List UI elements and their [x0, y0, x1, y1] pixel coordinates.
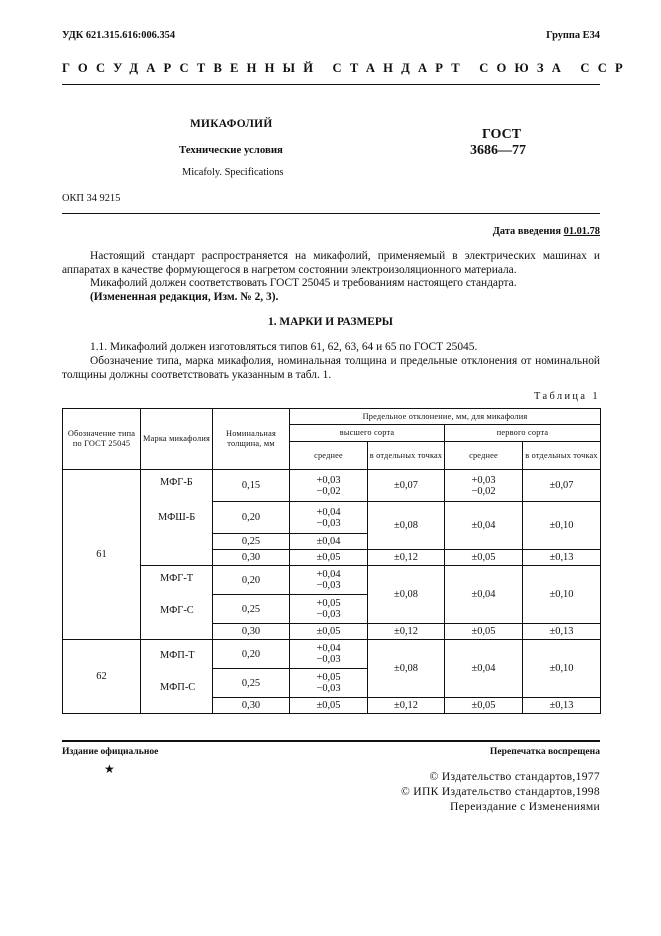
document-subtitle: Технические условия — [179, 144, 283, 156]
title-rule — [62, 213, 600, 214]
first-average-cell: +0,03 −0,02 — [445, 470, 523, 502]
official-edition: Издание официальное — [62, 746, 159, 757]
thickness-cell: 0,25 — [213, 595, 290, 624]
thickness-cell: 0,15 — [213, 470, 290, 502]
header-thickness: Номинальная толщина, мм — [213, 409, 290, 470]
top-points-cell: ±0,12 — [368, 624, 445, 640]
thickness-cell: 0,30 — [213, 550, 290, 566]
first-points-cell: ±0,10 — [523, 502, 601, 550]
first-points-cell: ±0,13 — [523, 624, 601, 640]
header-deviation: Предельное отклонение, мм, для микафолия — [290, 409, 601, 425]
thickness-cell: 0,20 — [213, 566, 290, 595]
gost-number: 3686—77 — [470, 143, 526, 158]
copyright-1977: © Издательство стандартов,1977 — [429, 770, 600, 783]
header-top-grade: высшего сорта — [290, 425, 445, 442]
top-average-cell: +0,05 −0,03 — [290, 669, 368, 698]
table-1 — [62, 408, 601, 714]
top-points-cell: ±0,08 — [368, 640, 445, 698]
footer-rule — [62, 740, 600, 742]
reissue-note: Переиздание с Изменениями — [450, 800, 600, 813]
first-points-cell: ±0,10 — [523, 566, 601, 624]
document-title: МИКАФОЛИЙ — [190, 118, 273, 130]
top-average-cell: ±0,04 — [290, 534, 368, 550]
english-title: Micafoly. Specifications — [182, 167, 284, 178]
top-points-cell: ±0,08 — [368, 502, 445, 550]
grade-label: МФГ-Б — [160, 477, 193, 488]
requirements-paragraph: Микафолий должен соответствовать ГОСТ 25045 и требованиям настоящего стандарта. — [90, 277, 517, 289]
thickness-cell: 0,20 — [213, 640, 290, 669]
amendment-note: (Измененная редакция, Изм. № 2, 3). — [90, 291, 279, 303]
group-code: Группа Е34 — [546, 30, 600, 41]
okp-code: ОКП 34 9215 — [62, 193, 121, 204]
banner-rule — [62, 84, 600, 85]
top-average-cell: ±0,05 — [290, 698, 368, 714]
introduction-date-label: Дата введения — [492, 226, 562, 237]
introduction-date-value: 01.01.78 — [563, 226, 600, 237]
grade-label: МФП-С — [160, 682, 196, 693]
standard-banner: ГОСУДАРСТВЕННЫЙ СТАНДАРТ СОЮЗА ССР — [62, 61, 631, 75]
top-points-cell: ±0,12 — [368, 698, 445, 714]
first-average-cell: ±0,04 — [445, 502, 523, 550]
first-average-cell: ±0,05 — [445, 624, 523, 640]
type-cell: 62 — [63, 640, 141, 714]
introduction-date — [493, 226, 600, 237]
top-average-cell: +0,03 −0,02 — [290, 470, 368, 502]
clause-1-1: 1.1. Микафолий должен изготовляться типов 61, 62, 63, 64 и 65 по ГОСТ 25045. — [90, 341, 478, 353]
udk-code: УДК 621.315.616:006.354 — [62, 30, 176, 41]
thickness-cell: 0,25 — [213, 669, 290, 698]
header-top-points: в отдельных точках — [368, 442, 445, 470]
first-average-cell: ±0,04 — [445, 566, 523, 624]
intro-paragraph: Настоящий стандарт распространяется на микафолий, применяемый в электрических машинах и аппаратах в качестве формующегося в нагретом состоянии электроизоляционного материала. — [62, 250, 600, 276]
grade-label: МФГ-С — [160, 605, 194, 616]
top-points-cell: ±0,07 — [368, 470, 445, 502]
header-grade: Марка микафолия — [141, 409, 213, 470]
copyright-1998: © ИПК Издательство стандартов,1998 — [400, 785, 600, 798]
header-first-average: среднее — [445, 442, 523, 470]
header-first-points: в отдельных точках — [523, 442, 601, 470]
top-average-cell: ±0,05 — [290, 624, 368, 640]
top-points-cell: ±0,12 — [368, 550, 445, 566]
thickness-cell: 0,20 — [213, 502, 290, 534]
gost-label: ГОСТ — [482, 127, 522, 142]
first-points-cell: ±0,07 — [523, 470, 601, 502]
reprint-prohibited: Перепечатка воспрещена — [489, 746, 600, 757]
first-average-cell: ±0,04 — [445, 640, 523, 698]
header-type: Обозначение типа по ГОСТ 25045 — [63, 409, 141, 470]
top-average-cell: ±0,05 — [290, 550, 368, 566]
section-heading: 1. МАРКИ И РАЗМЕРЫ — [268, 316, 393, 328]
header-top-average: среднее — [290, 442, 368, 470]
type-cell: 61 — [63, 470, 141, 640]
table-caption: Таблица 1 — [533, 391, 600, 402]
top-average-cell: +0,04 −0,03 — [290, 502, 368, 534]
first-average-cell: ±0,05 — [445, 550, 523, 566]
thickness-cell: 0,30 — [213, 624, 290, 640]
thickness-cell: 0,25 — [213, 534, 290, 550]
grade-label: МФГ-Т — [160, 573, 194, 584]
top-average-cell: +0,04 −0,03 — [290, 640, 368, 669]
header-first-grade: первого сорта — [445, 425, 601, 442]
first-points-cell: ±0,10 — [523, 640, 601, 698]
thickness-cell: 0,30 — [213, 698, 290, 714]
first-points-cell: ±0,13 — [523, 698, 601, 714]
grade-label: МФШ-Б — [158, 512, 196, 523]
first-points-cell: ±0,13 — [523, 550, 601, 566]
top-average-cell: +0,04 −0,03 — [290, 566, 368, 595]
first-average-cell: ±0,05 — [445, 698, 523, 714]
designation-paragraph: Обозначение типа, марка микафолия, номинальная толщина и предельные отклонения от номинальной толщины должны соответствовать указанным в табл. 1. — [62, 355, 600, 381]
star-icon: ★ — [104, 762, 115, 776]
top-average-cell: +0,05 −0,03 — [290, 595, 368, 624]
top-points-cell: ±0,08 — [368, 566, 445, 624]
grade-label: МФП-Т — [160, 650, 195, 661]
